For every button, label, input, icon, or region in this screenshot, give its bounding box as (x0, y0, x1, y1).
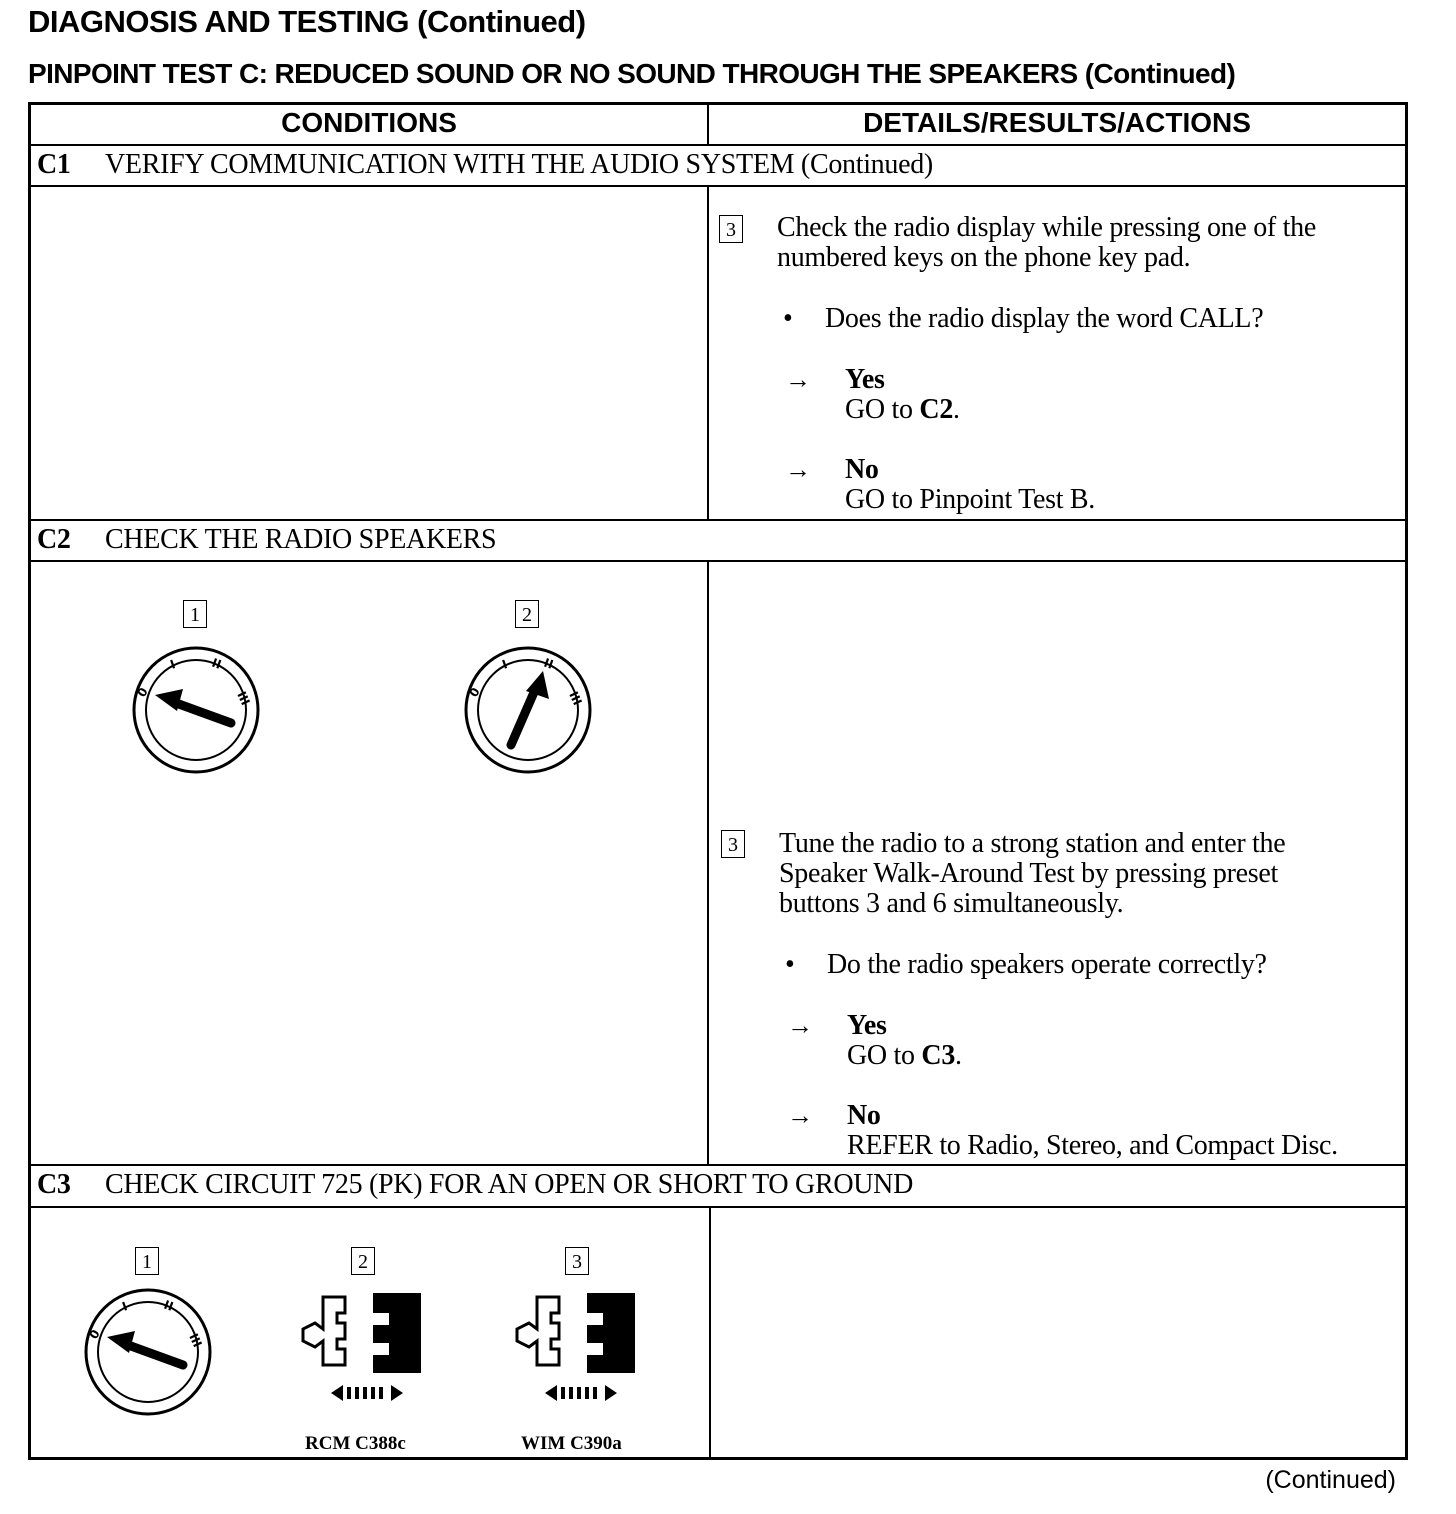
step-title: CHECK CIRCUIT 725 (PK) FOR AN OPEN OR SHORT TO GROUND (105, 1169, 914, 1200)
pinpoint-table (28, 102, 1408, 1460)
column-header-conditions: CONDITIONS (281, 107, 457, 138)
arrow-right-icon: → (787, 1101, 813, 1130)
step-code: C3 (37, 1169, 71, 1200)
ignition-switch-icon (463, 645, 593, 775)
figure-number-box: 2 (515, 600, 539, 628)
divider (31, 519, 1405, 521)
figure-number-box: 2 (351, 1247, 375, 1275)
step-title: CHECK THE RADIO SPEAKERS (105, 524, 497, 555)
connector-icon (511, 1289, 641, 1419)
bullet-icon: • (783, 303, 793, 334)
step-title: VERIFY COMMUNICATION WITH THE AUDIO SYSTEM (Continued) (105, 149, 933, 180)
divider (31, 1164, 1405, 1166)
ignition-switch-icon (131, 645, 261, 775)
step-header-c2 (37, 524, 496, 556)
svg-text:II: II (541, 655, 556, 672)
answer-yes: Yes GO to C2. (845, 364, 960, 425)
svg-text:II: II (209, 655, 224, 672)
continued-note: (Continued) (1265, 1466, 1396, 1494)
arrow-right-icon: → (785, 365, 811, 394)
svg-text:I: I (120, 1299, 130, 1314)
divider (31, 1206, 1405, 1208)
svg-text:0: 0 (134, 685, 151, 700)
page-title: DIAGNOSIS AND TESTING (Continued) (28, 4, 586, 39)
divider (707, 185, 709, 519)
question-text: Do the radio speakers operate correctly? (827, 949, 1267, 980)
step-code: C1 (37, 149, 71, 180)
connector-label: WIM C390a (521, 1433, 622, 1454)
action-text: Check the radio display while pressing one of the numbered keys on the phone key pad. (777, 212, 1316, 273)
figure-number-box: 1 (183, 600, 207, 628)
svg-text:III: III (234, 689, 253, 708)
ignition-switch-icon (83, 1287, 213, 1417)
step-header-c3 (37, 1169, 913, 1201)
step-header-c1 (37, 149, 933, 181)
answer-no: No REFER to Radio, Stereo, and Compact Disc. (847, 1100, 1338, 1161)
arrow-right-icon: → (787, 1011, 813, 1040)
divider (31, 560, 1405, 562)
divider (709, 1206, 711, 1460)
divider (31, 185, 1405, 187)
answer-no: No GO to Pinpoint Test B. (845, 454, 1095, 515)
svg-text:0: 0 (86, 1327, 103, 1342)
arrow-right-icon: → (785, 455, 811, 484)
action-number-box: 3 (719, 215, 743, 243)
test-title: PINPOINT TEST C: REDUCED SOUND OR NO SOUND THROUGH THE SPEAKERS (Continued) (28, 58, 1236, 89)
connector-icon (297, 1289, 427, 1419)
svg-text:I: I (500, 657, 510, 672)
svg-text:II: II (161, 1297, 176, 1314)
action-text: Tune the radio to a strong station and enter the Speaker Walk-Around Test by pressing preset buttons 3 and 6 simultaneously. (779, 828, 1286, 919)
divider (707, 560, 709, 1164)
column-header-details: DETAILS/RESULTS/ACTIONS (863, 107, 1251, 138)
divider (707, 105, 709, 144)
figure-number-box: 1 (135, 1247, 159, 1275)
svg-text:I: I (168, 657, 178, 672)
action-number-box: 3 (721, 830, 745, 858)
svg-text:0: 0 (466, 685, 483, 700)
svg-text:III: III (186, 1331, 205, 1350)
divider (31, 144, 1405, 146)
answer-yes: Yes GO to C3. (847, 1010, 962, 1071)
svg-text:III: III (566, 689, 585, 708)
bullet-icon: • (785, 949, 795, 980)
figure-number-box: 3 (565, 1247, 589, 1275)
connector-label: RCM C388c (305, 1433, 406, 1454)
question-text: Does the radio display the word CALL? (825, 303, 1264, 334)
step-code: C2 (37, 524, 71, 555)
